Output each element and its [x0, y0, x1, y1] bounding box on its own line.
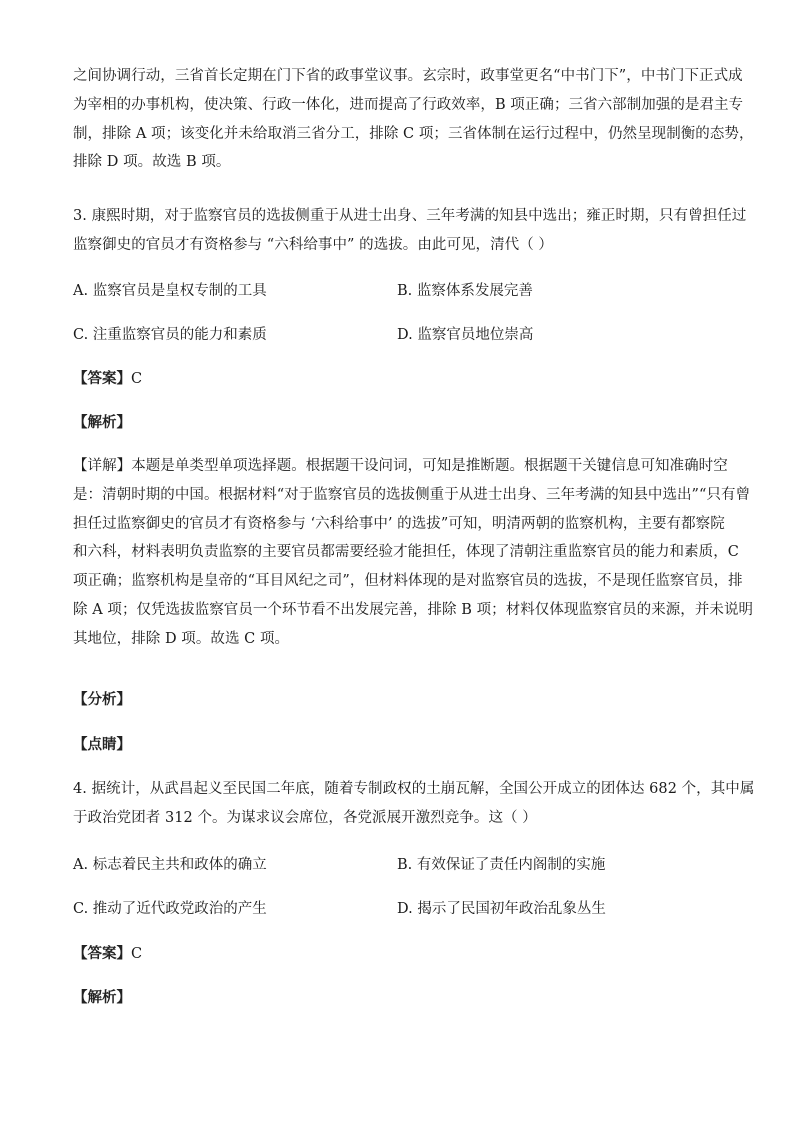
text-line: 制，排除 A 项；该变化并未给取消三省分工，排除 C 项；三省体制在运行过程中，仍然呈现制衡的态势，: [73, 125, 754, 142]
q4-answer: [73, 944, 142, 964]
q4-analysis-label: 【解析】: [73, 989, 131, 1006]
text-line: 其地位，排除 D 项。故选 C 项。: [73, 630, 290, 647]
text-line: 除 A 项；仅凭选拔监察官员一个环节看不出发展完善，排除 B 项；材料仅体现监察官员的来源，并未说明: [73, 601, 754, 618]
q3-option-a: A. 监察官员是皇权专制的工具: [73, 283, 267, 299]
answer-value: C: [131, 946, 143, 962]
text-line: 排除 D 项。故选 B 项。: [73, 154, 231, 171]
q3-option-c: C. 注重监察官员的能力和素质: [73, 327, 267, 343]
text-line: 和六科，材料表明负责监察的主要官员都需要经验才能担任，体现了清朝注重监察官员的能力和素质，C: [73, 544, 739, 561]
text-line: 为宰相的办事机构，使决策、行政一体化，进而提高了行政效率，B 项正确；三省六部制加强的是君主专: [73, 96, 744, 113]
text-line: 3. 康熙时期，对于监察官员的选拔侧重于从进士出身、三年考满的知县中选出；雍正时期，只有曾担任过: [73, 208, 747, 224]
q3-option-b: B. 监察体系发展完善: [397, 283, 533, 299]
text-line: 之间协调行动，三省首长定期在门下省的政事堂议事。玄宗时，政事堂更名“中书门下”，中书门下正式成: [73, 68, 743, 84]
q4-option-b: B. 有效保证了责任内阁制的实施: [397, 857, 606, 873]
text-line: 监察御史的官员才有资格参与 “六科给事中” 的选拔。由此可见，清代（ ）: [73, 236, 553, 253]
q3-answer: [73, 369, 142, 389]
answer-label: 【答案】: [73, 370, 131, 387]
q3-fenxi-label: 【分析】: [73, 691, 131, 708]
answer-label: 【答案】: [73, 945, 131, 962]
q3-stem: [73, 202, 747, 260]
q3-analysis-label: 【解析】: [73, 414, 131, 431]
q4-option-c: C. 推动了近代政党政治的产生: [73, 901, 267, 917]
q2-explanation-tail: [73, 62, 754, 177]
answer-value: C: [131, 371, 143, 387]
q3-dianjing-label: 【点睛】: [73, 736, 131, 753]
text-line: 4. 据统计，从武昌起义至民国二年底，随着专制政权的土崩瓦解，全国公开成立的团体达 682 个，其中属: [73, 781, 755, 797]
q4-option-a: A. 标志着民主共和政体的确立: [73, 857, 267, 873]
text-line: 于政治党团者 312 个。为谋求议会席位，各党派展开激烈竞争。这（ ）: [73, 809, 537, 826]
text-line: 是：清朝时期的中国。根据材料“对于监察官员的选拔侧重于从进士出身、三年考满的知县中选出”“只有曾: [73, 486, 751, 503]
text-line: 项正确；监察机构是皇帝的“耳目风纪之司”，但材料体现的是对监察官员的选拔，不是现任监察官员，排: [73, 573, 743, 590]
q4-stem: [73, 775, 755, 833]
q3-detail: [73, 452, 754, 654]
text-line: 【详解】本题是单类型单项选择题。根据题干设问词，可知是推断题。根据题干关键信息可知准确时空: [73, 458, 728, 474]
text-line: 担任过监察御史的官员才有资格参与 ‘六科给事中’ 的选拔”可知，明清两朝的监察机构，主要有都察院: [73, 515, 725, 532]
q3-option-d: D. 监察官员地位崇高: [397, 327, 534, 343]
q4-option-d: D. 揭示了民国初年政治乱象丛生: [397, 901, 606, 917]
